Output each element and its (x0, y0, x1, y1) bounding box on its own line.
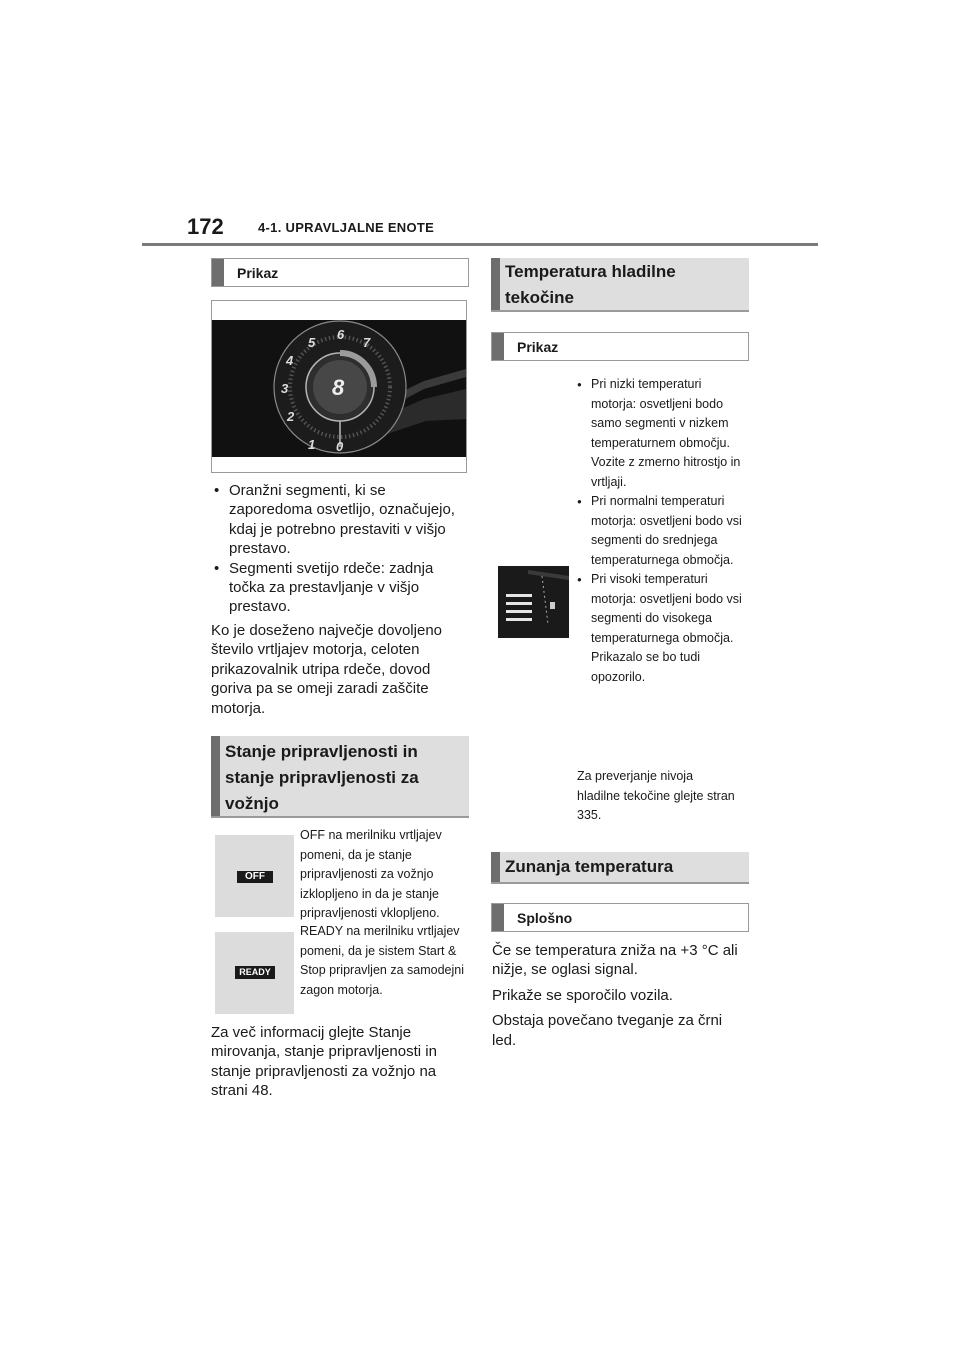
heading-bar (211, 736, 220, 816)
ready-badge: READY (235, 966, 275, 979)
splosno-heading (491, 903, 749, 932)
off-indicator-image (215, 835, 294, 917)
shift-bullets (211, 481, 469, 617)
coolant-item-normal: ● Pri normalni temperaturi motorja: osvetljeni bodo vsi segmenti do srednjega temperaturnega območja. (577, 492, 749, 570)
heading-text: Prikaz (237, 265, 279, 281)
bullet-item: • Oranžni segmenti, ki se zaporedoma osvetlijo, označujejo, kdaj je potrebno prestaviti v višjo prestavo. (211, 481, 469, 559)
gauge-number: 3 (281, 381, 289, 396)
coolant-item-low: ● Pri nizki temperaturi motorja: osvetljeni bodo samo segmenti v nizkem temperaturnem območju. Vozite z zmerno hitrostjo in vrtljaji. (577, 375, 749, 492)
chapter-title: 4-1. UPRAVLJALNE ENOTE (258, 220, 435, 235)
coolant-item-high: ● Pri visoki temperaturi motorja: osvetljeni bodo vsi segmenti do visokega temperaturnega območja. Prikazalo se bo tudi opozorilo. (577, 570, 749, 687)
heading-bar (491, 258, 500, 310)
gauge-number: 6 (337, 327, 345, 342)
heading-bar (492, 333, 504, 360)
heading-text: Zunanja temperatura (505, 857, 674, 876)
off-badge: OFF (237, 871, 273, 883)
bullet-item: • Segmenti svetijo rdeče: zadnja točka za prestavljanje v višjo prestavo. (211, 559, 469, 617)
temperatura-heading (491, 258, 749, 312)
ice-warning-paragraph: Obstaja povečano tveganje za črni led. (492, 1012, 723, 1049)
ready-description: READY na merilniku vrtljajev pomeni, da je sistem Start & Stop pripravljen za samodejni zagon motorja. (300, 924, 464, 997)
heading-text: Stanje pripravljenosti in stanje pripravljenosti za vožnjo (225, 742, 419, 813)
prikaz-heading-left (211, 258, 469, 287)
heading-text: Splošno (517, 910, 573, 926)
gauge-number: 7 (363, 335, 371, 350)
message-paragraph: Prikaže se sporočilo vozila. (492, 986, 673, 1004)
gear-indicator: 8 (332, 375, 345, 400)
more-info-paragraph: Za več informacij glejte Stanje mirovanja, stanje pripravljenosti in stanje pripravljenosti za vožnjo na strani 48. (211, 1024, 437, 1100)
header-rule (142, 243, 818, 246)
zunanja-heading (491, 852, 749, 884)
outside-temp-text (492, 941, 747, 1050)
coolant-list (577, 375, 749, 687)
off-description: OFF na merilniku vrtljajev pomeni, da je stanje pripravljenosti za vožnjo izklopljeno in da je stanje pripravljenosti vklopljeno. (300, 828, 442, 920)
heading-bar (492, 904, 504, 931)
heading-bar (212, 259, 224, 286)
prikaz-heading-right (491, 332, 749, 361)
gauge-number: 1 (308, 437, 316, 452)
gauge-number: 2 (287, 409, 295, 424)
heading-text: Prikaz (517, 339, 559, 355)
coolant-gauge-drawing (498, 566, 569, 638)
page-number: 172 (187, 214, 224, 239)
signal-paragraph: Če se temperatura zniža na +3 °C ali nižje, se oglasi signal. (492, 942, 738, 979)
tachometer-figure (211, 300, 467, 473)
rpm-limit-paragraph: Ko je doseženo največje dovoljeno število vrtljajev motorja, celoten prikazovalnik utripa rdeče, dovod goriva pa se omeji zaradi zaščite motorja. (211, 622, 442, 717)
gauge-number: 0 (336, 439, 344, 454)
gauge-number: 5 (308, 335, 316, 350)
coolant-gauge-image (498, 566, 569, 638)
heading-bar (491, 852, 500, 882)
stanje-heading (211, 736, 469, 818)
heading-text: Temperatura hladilne tekočine (505, 262, 676, 307)
gauge-number: 4 (286, 353, 294, 368)
coolant-note: Za preverjanje nivoja hladilne tekočine glejte stran 335. (577, 769, 735, 822)
ready-indicator-image (215, 932, 294, 1014)
